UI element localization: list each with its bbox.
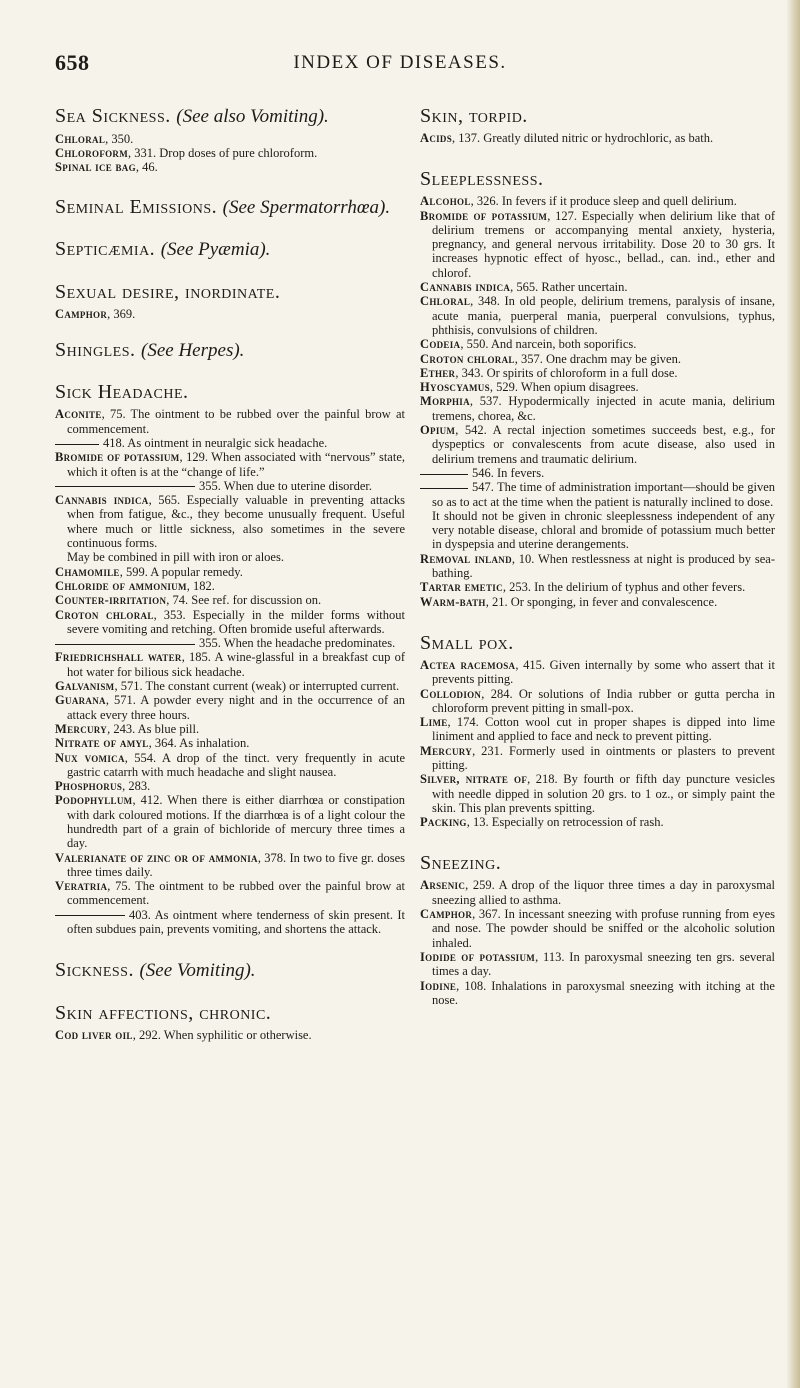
section-title: Sneezing. — [420, 852, 502, 875]
entry-text: , 412. When there is either diarrhœa or constipation with dark coloured motions. If the diarrhœa is of a light colour the hundredth part of a grain of bichloride of mercury three times a day. — [67, 793, 405, 851]
section-title: Sick Headache. — [55, 381, 189, 404]
index-entry — [55, 636, 405, 650]
remedy-name: Camphor — [420, 907, 473, 922]
index-entry — [55, 565, 405, 579]
entry-text: , 326. In fevers if it produce sleep and quell delirium. — [470, 194, 737, 209]
entry-text: , 369. — [107, 307, 136, 322]
section-septicaemia — [55, 237, 405, 262]
left-column — [55, 90, 405, 1042]
entry-text: , 284. Or solutions of India rubber or gutta percha in chloroform prevent pitting in small-pox. — [432, 686, 775, 715]
remedy-name: Galvanism — [55, 679, 115, 694]
entry-text: , 571. A powder every night and in the occurrence of an attack every three hours. — [67, 693, 405, 722]
index-entry — [420, 352, 775, 366]
remedy-name: Cannabis indica — [420, 280, 511, 295]
index-entry — [55, 851, 405, 880]
remedy-name: Hyoscyamus — [420, 380, 490, 395]
remedy-name: Chloral — [55, 131, 106, 146]
see-reference: (See Herpes). — [141, 339, 245, 361]
section-title: Shingles. — [55, 338, 136, 361]
entry-text: , 537. Hypodermically injected in acute mania, delirium tremens, chorea, &c. — [432, 394, 775, 423]
index-entry — [55, 608, 405, 637]
section-title: Sleeplessness. — [420, 168, 544, 191]
ditto-dash — [420, 488, 468, 489]
remedy-name: Removal inland — [420, 551, 512, 566]
entry-text: , 259. A drop of the liquor three times a day in paroxysmal sneezing allied to asthma. — [432, 878, 775, 907]
section-title: Sea Sickness. — [55, 105, 171, 127]
index-entry — [55, 908, 405, 937]
entry-text: , 599. A popular remedy. — [119, 564, 243, 579]
index-entry — [420, 131, 775, 145]
entry-text: , 367. In incessant sneezing with profuse running from eyes and nose. The powder should be sniffed or the alcoholic solution inhaled. — [432, 907, 775, 950]
index-entry — [55, 450, 405, 479]
section-title: Small pox. — [420, 631, 514, 654]
entry-text: , 108. Inhalations in paroxysmal sneezing with itching at the nose. — [432, 978, 775, 1007]
page-number: 658 — [55, 50, 90, 75]
entry-text: , 565. Especially valuable in preventing attacks when from fatigue, &c., they become unusually frequent. Useful where much or little sickness, also sometimes in the severe continuous forms. — [67, 493, 405, 551]
remedy-name: Phosphorus — [55, 779, 123, 794]
index-entry — [420, 380, 775, 394]
section-title: Sickness. — [55, 959, 134, 982]
remedy-name: Cod liver oil — [55, 1028, 133, 1043]
entry-text: , 253. In the delirium of typhus and other fevers. — [502, 580, 746, 595]
entry-text: , 348. In old people, delirium tremens, paralysis of insane, acute mania, puerperal mania, puerperal convulsions, typhus, phthisis, convulsions of children. — [432, 294, 775, 337]
remedy-name: Morphia — [420, 394, 470, 409]
remedy-name: Veratria — [55, 879, 108, 894]
entry-text: , 554. A drop of the tinct. very frequently in acute gastric catarrh with much headache and slight nausea. — [67, 750, 405, 779]
right-column — [420, 90, 775, 1007]
remedy-name: Aconite — [55, 407, 102, 422]
entry-text: 418. As ointment in neuralgic sick headache. — [103, 435, 328, 450]
ditto-dash — [55, 915, 125, 916]
remedy-name: Ether — [420, 365, 456, 380]
section-sea-sickness — [55, 104, 405, 129]
remedy-name: Bromide of potassium — [55, 450, 180, 465]
entry-text: , 415. Given internally by some who assert that it prevents pitting. — [432, 657, 775, 687]
section-sneezing — [420, 851, 775, 875]
index-entry — [420, 772, 775, 815]
remedy-name: Counter-irritation — [55, 593, 167, 608]
entry-text: , 75. The ointment to be rubbed over the painful brow at commencement. — [67, 879, 405, 908]
remedy-name: Podophyllum — [55, 793, 133, 808]
ditto-dash — [55, 486, 195, 487]
entry-text: , 343. Or spirits of chloroform in a full dose. — [455, 365, 678, 380]
index-entry — [55, 479, 405, 493]
section-seminal-emissions — [55, 195, 405, 220]
entry-text: , 182. — [186, 578, 215, 593]
remedy-name: Tartar emetic — [420, 580, 503, 595]
index-entry — [420, 394, 775, 423]
index-entry — [420, 907, 775, 950]
section-title: Skin affections, chronic. — [55, 1002, 272, 1025]
index-entry — [55, 650, 405, 679]
entry-text: , 571. The constant current (weak) or interrupted current. — [114, 679, 400, 694]
remedy-name: Chloroform — [55, 146, 129, 161]
index-entry — [420, 595, 775, 609]
remedy-name: Camphor — [55, 307, 108, 322]
remedy-name: Croton chloral — [55, 607, 154, 622]
section-sickness — [55, 958, 405, 983]
index-entry — [55, 160, 405, 174]
entry-text: , 357. One drachm may be given. — [514, 351, 681, 366]
section-title: Septicæmia. — [55, 238, 156, 261]
index-entry — [55, 679, 405, 693]
index-entry — [55, 879, 405, 908]
entry-text: , 127. Especially when delirium like that of delirium tremens or accompanying mental anxiety, hysteria, pregnancy, and general nervous irritability. Dose 20 to 30 grs. It increases hypnotic effect of hyosc., bellad., can. ind., ether and chlorof. — [432, 208, 775, 280]
see-reference: (See Pyæmia). — [160, 239, 271, 261]
index-entry — [420, 687, 775, 716]
remedy-name: Mercury — [420, 743, 473, 758]
entry-text: , 113. In paroxysmal sneezing ten grs. several times a day. — [432, 949, 775, 979]
index-entry — [420, 815, 775, 829]
running-title: INDEX OF DISEASES. — [293, 52, 507, 73]
index-entry — [420, 950, 775, 979]
entry-note: May be combined in pill with iron or aloes. — [67, 550, 284, 565]
remedy-name: Friedrichshall water — [55, 650, 182, 665]
remedy-name: Iodide of potassium — [420, 949, 536, 964]
index-entry — [420, 580, 775, 594]
remedy-name: Chloral — [420, 294, 471, 309]
remedy-name: Packing — [420, 815, 467, 830]
entry-text: , 10. When restlessness at night is produced by sea-bathing. — [432, 551, 775, 581]
remedy-name: Lime — [420, 715, 448, 730]
remedy-name: Alcohol — [420, 194, 471, 209]
remedy-name: Valerianate of zinc or of ammonia — [55, 850, 258, 865]
entry-text: , 565. Rather uncertain. — [510, 280, 628, 295]
section-sexual-desire — [55, 280, 405, 304]
index-entry — [55, 146, 405, 160]
remedy-name: Guarana — [55, 693, 106, 708]
entry-text: , 174. Cotton wool cut in proper shapes is dipped into lime liniment and applied to face and neck to prevent pitting. — [432, 715, 775, 744]
remedy-name: Acids — [420, 131, 453, 145]
entry-text: , 350. — [105, 131, 134, 146]
index-entry — [55, 722, 405, 736]
index-entry — [420, 366, 775, 380]
ditto-dash — [55, 444, 99, 445]
index-entry — [420, 423, 775, 466]
section-shingles — [55, 338, 405, 363]
index-entry — [55, 132, 405, 146]
remedy-name: Arsenic — [420, 878, 466, 893]
entry-text: , 137. Greatly diluted nitric or hydrochloric, as bath. — [452, 131, 714, 145]
index-entry — [55, 1028, 405, 1042]
index-entry — [420, 280, 775, 294]
remedy-name: Actea racemosa — [420, 657, 516, 672]
remedy-name: Collodion — [420, 686, 482, 701]
remedy-name: Bromide of potassium — [420, 208, 548, 223]
see-reference: (See Vomiting). — [139, 960, 256, 982]
remedy-name: Chamomile — [55, 564, 120, 579]
index-entry — [420, 878, 775, 907]
entry-text: 547. The time of administration important—should be given so as to act at the time when the patient is naturally inclined to dose. — [432, 480, 775, 509]
entry-text: , 542. A rectal injection sometimes succeeds best, e.g., for dyspeptics or convalescents from acute disease, also used in delirium tremens and traumatic delirium. — [432, 423, 775, 466]
section-skin-torpid — [420, 104, 775, 128]
index-entry — [55, 751, 405, 780]
index-entry — [420, 715, 775, 744]
entry-text: , 231. Formerly used in ointments or plasters to prevent pitting. — [432, 743, 775, 772]
section-title: Skin, torpid. — [420, 105, 528, 127]
index-entry — [55, 793, 405, 850]
entry-text: , 243. As blue pill. — [107, 721, 200, 736]
entry-text: , 75. The ointment to be rubbed over the painful brow at commencement. — [67, 407, 405, 436]
ditto-dash — [55, 644, 195, 645]
entry-note: It should not be given in chronic sleeplessness independent of any very notable disease, chloral and bromide of potassium much better in dyspepsia and uterine derangements. — [432, 508, 775, 552]
remedy-name: Nitrate of amyl — [55, 736, 149, 751]
see-reference: (See Spermatorrhœa). — [222, 196, 391, 218]
index-entry — [420, 209, 775, 280]
index-entry — [420, 194, 775, 208]
entry-text: , 550. And narcein, both soporifics. — [460, 337, 637, 352]
remedy-name: Codeia — [420, 337, 461, 352]
ditto-dash — [420, 474, 468, 475]
remedy-name: Iodine — [420, 978, 457, 993]
entry-text: 355. When due to uterine disorder. — [199, 478, 372, 493]
section-small-pox — [420, 631, 775, 655]
entry-text: , 185. A wine-glassful in a breakfast cup of hot water for bilious sick headache. — [67, 650, 405, 679]
index-entry — [420, 480, 775, 509]
index-entry — [420, 552, 775, 581]
index-entry — [55, 593, 405, 607]
index-entry — [55, 779, 405, 793]
index-entry — [55, 407, 405, 436]
section-sick-headache — [55, 380, 405, 404]
index-entry — [420, 658, 775, 687]
entry-text: , 46. — [135, 160, 158, 175]
index-entry — [420, 979, 775, 1008]
section-title: Seminal Emissions. — [55, 195, 218, 218]
index-entry — [420, 294, 775, 337]
remedy-name: Mercury — [55, 721, 108, 736]
remedy-name: Warm-bath — [420, 594, 486, 609]
entry-text: , 13. Especially on retrocession of rash. — [466, 815, 664, 830]
index-entry — [55, 436, 405, 450]
entry-text: , 331. Drop doses of pure chloroform. — [128, 146, 318, 161]
remedy-name: Opium — [420, 423, 456, 438]
index-entry — [420, 744, 775, 773]
remedy-name: Nux vomica — [55, 750, 125, 765]
remedy-name: Spinal ice bag — [55, 160, 136, 175]
entry-text: , 218. By fourth or fifth day puncture vesicles with needle dipped in solution 20 grs. to 1 oz., or simply paint the skin. This plan prevents spitting. — [432, 772, 776, 815]
entry-text: , 129. When associated with “nervous” state, which it often is at the “change of life.” — [67, 450, 405, 479]
entry-text: 403. As ointment where tenderness of skin present. It often subdues pain, prevents vomiting, and shortens the attack. — [67, 907, 405, 937]
index-entry — [55, 736, 405, 750]
entry-text: , 292. When syphilitic or otherwise. — [132, 1028, 312, 1043]
entry-text: 546. In fevers. — [472, 465, 545, 480]
entry-text: , 378. In two to five gr. doses three times daily. — [67, 850, 405, 879]
remedy-name: Silver, nitrate of — [420, 772, 528, 787]
index-entry — [420, 466, 775, 480]
section-sleeplessness — [420, 167, 775, 191]
index-entry — [55, 693, 405, 722]
entry-text: 355. When the headache predominates. — [199, 636, 396, 651]
see-reference: (See also Vomiting). — [176, 106, 329, 127]
page-edge — [786, 0, 800, 1388]
entry-text: , 74. See ref. for discussion on. — [166, 593, 322, 608]
index-entry — [55, 307, 405, 321]
index-entry — [55, 493, 405, 550]
entry-text: , 283. — [122, 779, 151, 794]
index-entry — [420, 337, 775, 351]
index-entry — [55, 579, 405, 593]
entry-text: , 364. As inhalation. — [148, 736, 250, 751]
section-skin-affections — [55, 1001, 405, 1025]
entry-text: , 529. When opium disagrees. — [489, 380, 639, 395]
page-header — [0, 50, 800, 80]
entry-text: , 353. Especially in the milder forms without severe vomiting and retching. Often bromide useful afterwards. — [67, 607, 405, 636]
remedy-name: Croton chloral — [420, 351, 515, 366]
remedy-name: Chloride of ammonium — [55, 578, 187, 593]
entry-text: , 21. Or sponging, in fever and convalescence. — [485, 594, 718, 609]
remedy-name: Cannabis indica — [55, 493, 149, 508]
section-title: Sexual desire, inordinate. — [55, 281, 281, 304]
